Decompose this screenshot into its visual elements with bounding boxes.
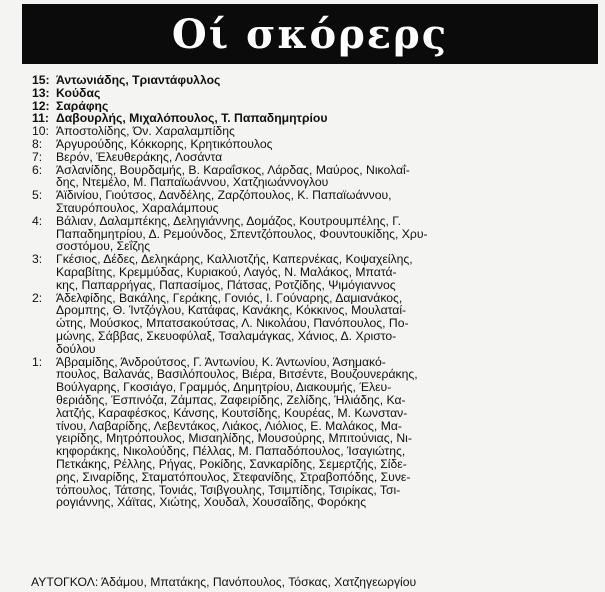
goal-count: 5: <box>32 188 43 203</box>
goal-count: 8: <box>32 136 43 151</box>
scorer-names-line: λατζής, Καραφέσκος, Κάνσης, Κουτσίδης, Κουρέας, Μ. Κωνσταν- <box>56 406 408 420</box>
scorer-names-line: Δρομπης, Θ. Ίντζόγλου, Κατάφας, Κανάκης, Κόκκινος, Μουλαταί- <box>56 304 407 318</box>
scorer-names-line: Κούδας <box>56 86 101 100</box>
scorer-names <box>56 138 595 151</box>
scorer-names <box>56 253 595 291</box>
scorer-names-line: Βερόν, Έλευθεράκης, Λοσάντα <box>56 150 223 164</box>
scorer-names-line: γειρίδης, Μητρόπουλος, Μισαηλίδης, Μουσούρης, Μπιτούνιας, Νι- <box>56 432 412 446</box>
scorer-names-line: Βούλγαρης, Γκοσιάγο, Γραμμός, Δημητρίου, Διακουμής, Έλευ- <box>56 381 392 394</box>
scorer-names <box>56 151 595 164</box>
scorer-names-line: σοστόμου, Σεΐζης <box>56 240 151 254</box>
scorer-row <box>10 253 595 291</box>
scorer-names-line: πουλος, Βαλανάς, Βασιλόπουλος, Βιέρα, Βιτσέντε, Βουζουνεράκης, <box>56 368 418 382</box>
scorer-names-line: Άποστολίδης, Όν. Χαραλαμπίδης <box>56 125 235 138</box>
scorer-names-line: Άσλανίδης, Βουρδαμής, Β. Καραΐσκος, Λάρδας, Μαύρος, Νικολαΐ- <box>56 163 410 177</box>
goal-count: 12: <box>32 98 50 113</box>
scorers-list <box>10 74 595 509</box>
scorer-names-line: δούλου <box>56 342 96 356</box>
goal-count: 13: <box>32 85 50 100</box>
scorer-row <box>10 189 595 215</box>
goal-count: 10: <box>32 124 49 139</box>
scorer-names-line: ώτης, Μούσκος, Μπατσακούτσας, Λ. Νικολάου, Πανόπουλος, Πο- <box>56 317 409 330</box>
page-title: Οί σκόρερς <box>171 10 449 58</box>
scorer-names <box>56 164 595 190</box>
scorer-row <box>10 356 595 510</box>
scorer-names-line: Άντωνιάδης, Τριαντάφυλλος <box>56 74 221 87</box>
scorer-names <box>56 112 595 125</box>
scorer-names-line: Άβραμίδης, Άνδρούτσος, Γ. Άντωνίου, Κ. Άντωνίου, Άσημακό- <box>56 355 386 369</box>
scorer-row <box>10 138 595 151</box>
scorer-names-line: τίνου, Λαβαρίδης, Λεβεντάκος, Λιάκος, Λιόλιος, Ε. Μαλάκος, Μα- <box>56 419 402 433</box>
scorer-names-line: ρογιάννης, Χάϊτας, Χιώτης, Χουδαλ, Χουσαΐδης, Φορόκης <box>56 496 367 510</box>
scorer-names-line: κηφοράκης, Νικολούδης, Πέλλας, Μ. Παπαδόπουλος, Ίσαγιώτης, <box>56 445 406 458</box>
scorer-row <box>10 292 595 356</box>
scorer-names-line: Καραβίτης, Κρεμμύδας, Κυριακού, Λαγός, Ν. Μαλάκος, Μπατά- <box>56 265 397 279</box>
goal-count: 2: <box>32 290 43 305</box>
own-goals-line: ΑΥΤΟΓΚΟΛ: Άδάμου, Μπατάκης, Πανόπουλος, Τόσκας, Χατζηγεωργίου <box>31 575 417 589</box>
goal-count: 4: <box>32 213 43 228</box>
scorer-names-line: κης, Παπαρρήγας, Παπασίμος, Πάτσας, Ροτζίδης, Ψιμόγιαννος <box>56 278 396 292</box>
scorer-names-line: Σαράφης <box>56 99 109 113</box>
scorer-row <box>10 151 595 164</box>
scorer-names-line: Γκέσιος, Δέδες, Δεληκάρης, Καλλιοτζής, Καπερνέκας, Κοψαχείλης, <box>56 253 413 266</box>
scorer-names <box>56 125 595 138</box>
scorer-names-line: Άϊδινίου, Γιούτσος, Δανδέλης, Ζαρζόπουλος, Κ. Παπαϊωάννου, <box>56 189 392 202</box>
scorer-names-line: τόπουλος, Τάτσης, Τονιάς, Τσιβγουλης, Τσιμπίδης, Τσιρίκας, Τσι- <box>56 483 401 497</box>
scorer-names-line: δης, Ντεμέλο, Μ. Παπαϊωάννου, Χατζηιωάννογλου <box>56 176 329 190</box>
scorer-names-line: Σταυρόπουλος, Χαραλάμπους <box>56 201 219 215</box>
scorer-names-line: θεριάδης, Έσπινόζα, Ζάμπας, Ζαφειρίδης, Ζελίδης, Ήλιάδης, Κα- <box>56 393 406 407</box>
goal-count: 6: <box>32 162 43 177</box>
scorer-names <box>56 292 595 356</box>
scorer-row <box>10 164 595 190</box>
scorer-names <box>56 189 595 215</box>
scorer-names <box>56 100 595 113</box>
goal-count: 15: <box>32 73 50 87</box>
scorer-names-line: Άργυρούδης, Κόκκορης, Κρητικόπουλος <box>56 137 273 151</box>
scorer-row <box>10 215 595 253</box>
scorer-names-line: ρης, Σιναρίδης, Σταματόπουλος, Στεφανίδης, Στραβοπόδης, Συνε- <box>56 470 411 484</box>
scorer-row <box>10 125 595 138</box>
scorer-names-line: Πετκάκης, Ρέλλης, Ρήγας, Ροκίδης, Σανκαρίδης, Σεμερτζής, Σίδε- <box>56 457 407 471</box>
scorer-row <box>10 100 595 113</box>
goal-count: 7: <box>32 149 43 164</box>
goal-count: 11: <box>32 111 49 126</box>
scorer-names <box>56 215 595 253</box>
scorer-names <box>56 356 595 510</box>
scorer-names-line: Δαβουρλής, Μιχαλόπουλος, Τ. Παπαδημητρίου <box>56 112 328 126</box>
title-banner <box>22 4 598 64</box>
scorer-row <box>10 74 595 87</box>
scorer-names-line: Παπαδημητρίου, Δ. Ρεμούνδος, Σπεντζόπουλος, Φουντουκίδης, Χρυ- <box>56 227 428 241</box>
scorer-names <box>56 74 595 87</box>
scorer-names <box>56 87 595 100</box>
scorer-names-line: Άδελφίδης, Βακάλης, Γεράκης, Γονιός, Ι. Γούναρης, Δαμιανάκος, <box>56 291 403 305</box>
scorer-row <box>10 112 595 125</box>
scorer-row <box>10 87 595 100</box>
scorer-names-line: μώνης, Σάββας, Σκευοφύλαξ, Τσαλαμάγκας, Χάνιος, Δ. Χριστο- <box>56 329 397 343</box>
goal-count: 1: <box>32 354 43 369</box>
scorer-names-line: Βάλιαν, Δαλαμπέκης, Δεληγιάννης, Δομάζος, Κουτρουμπέλης, Γ. <box>56 214 402 228</box>
goal-count: 3: <box>32 252 43 267</box>
